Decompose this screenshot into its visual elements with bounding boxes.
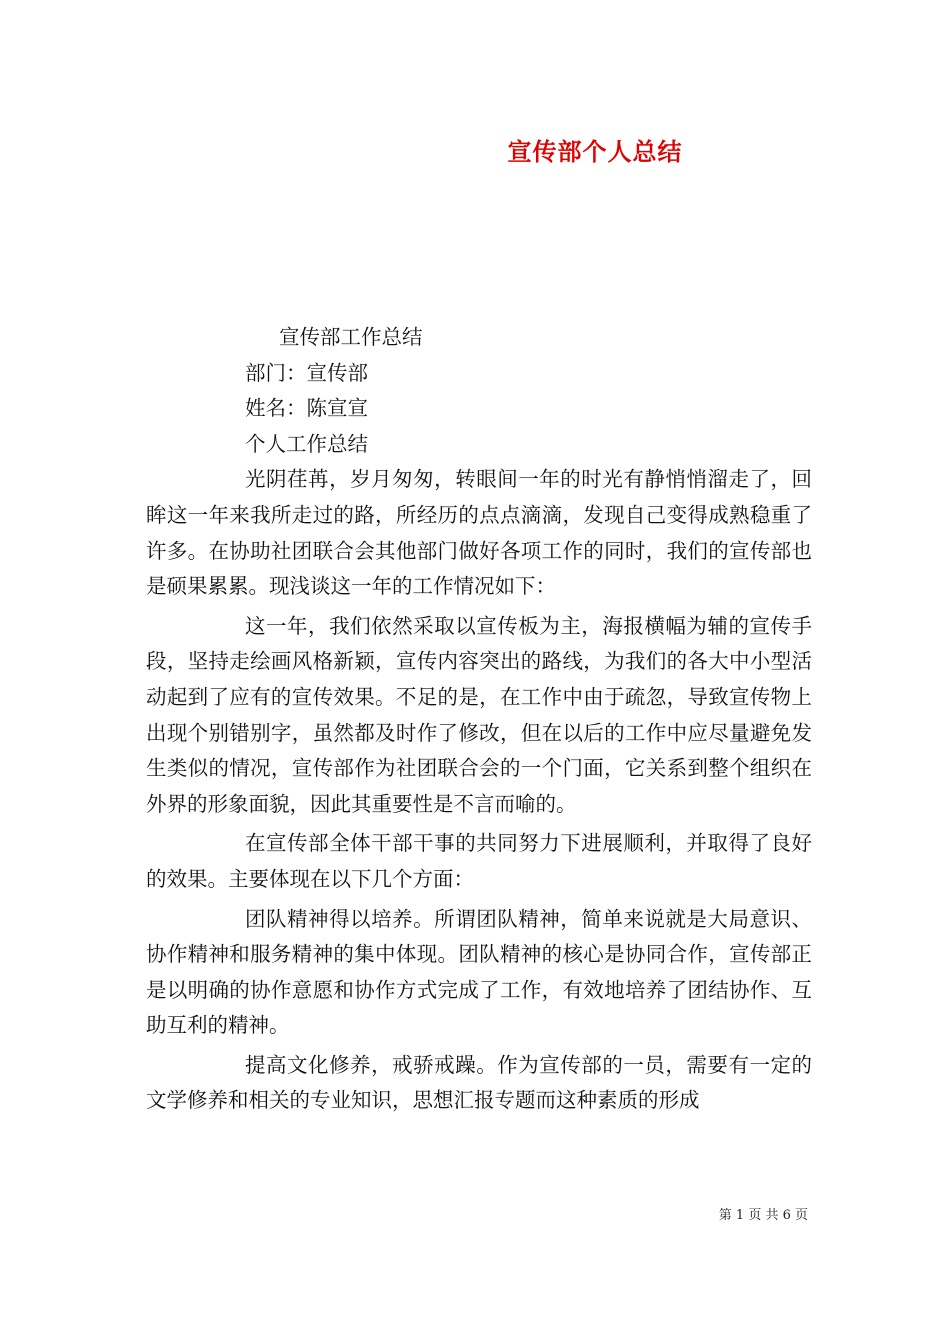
document-title: 宣传部个人总结 (507, 137, 683, 166)
name-line: 姓名：陈宣宣 (245, 396, 368, 421)
subheading: 个人工作总结 (245, 431, 368, 456)
paragraph: 提高文化修养，戒骄戒躁。作为宣传部的一员，需要有一定的文学修养和相关的专业知识，思想汇报专题而这种素质的形成 (146, 1052, 812, 1113)
department-line: 部门：宣传部 (245, 360, 368, 385)
paragraph: 在宣传部全体干部干事的共同努力下进展顺利，并取得了良好的效果。主要体现在以下几个方面： (146, 831, 812, 891)
document-body (146, 320, 812, 1119)
paragraph: 团队精神得以培养。所谓团队精神，简单来说就是大局意识、协作精神和服务精神的集中体现。团队精神的核心是协同合作，宣传部正是以明确的协作意愿和协作方式完成了工作，有效地培养了团结协作、互助互利的精神。 (146, 906, 812, 1038)
paragraph: 这一年，我们依然采取以宣传板为主，海报横幅为辅的宣传手段，坚持走绘画风格新颖，宣传内容突出的路线，为我们的各大中小型活动起到了应有的宣传效果。不足的是，在工作中由于疏忽，导致宣传物上出现个别错别字，虽然都及时作了修改，但在以后的工作中应尽量避免发生类似的情况，宣传部作为社团联合会的一个门面，它关系到整个组织在外界的形象面貌，因此其重要性是不言而喻的。 (146, 613, 812, 816)
paragraph: 光阴荏苒，岁月匆匆，转眼间一年的时光有静悄悄溜走了，回眸这一年来我所走过的路，所经历的点点滴滴，发现自己变得成熟稳重了许多。在协助社团联合会其他部门做好各项工作的同时，我们的宣传部也是硕果累累。现浅谈这一年的工作情况如下： (146, 467, 812, 599)
page-number: 第 1 页 共 6 页 (718, 1208, 808, 1223)
section-heading: 宣传部工作总结 (279, 325, 423, 349)
